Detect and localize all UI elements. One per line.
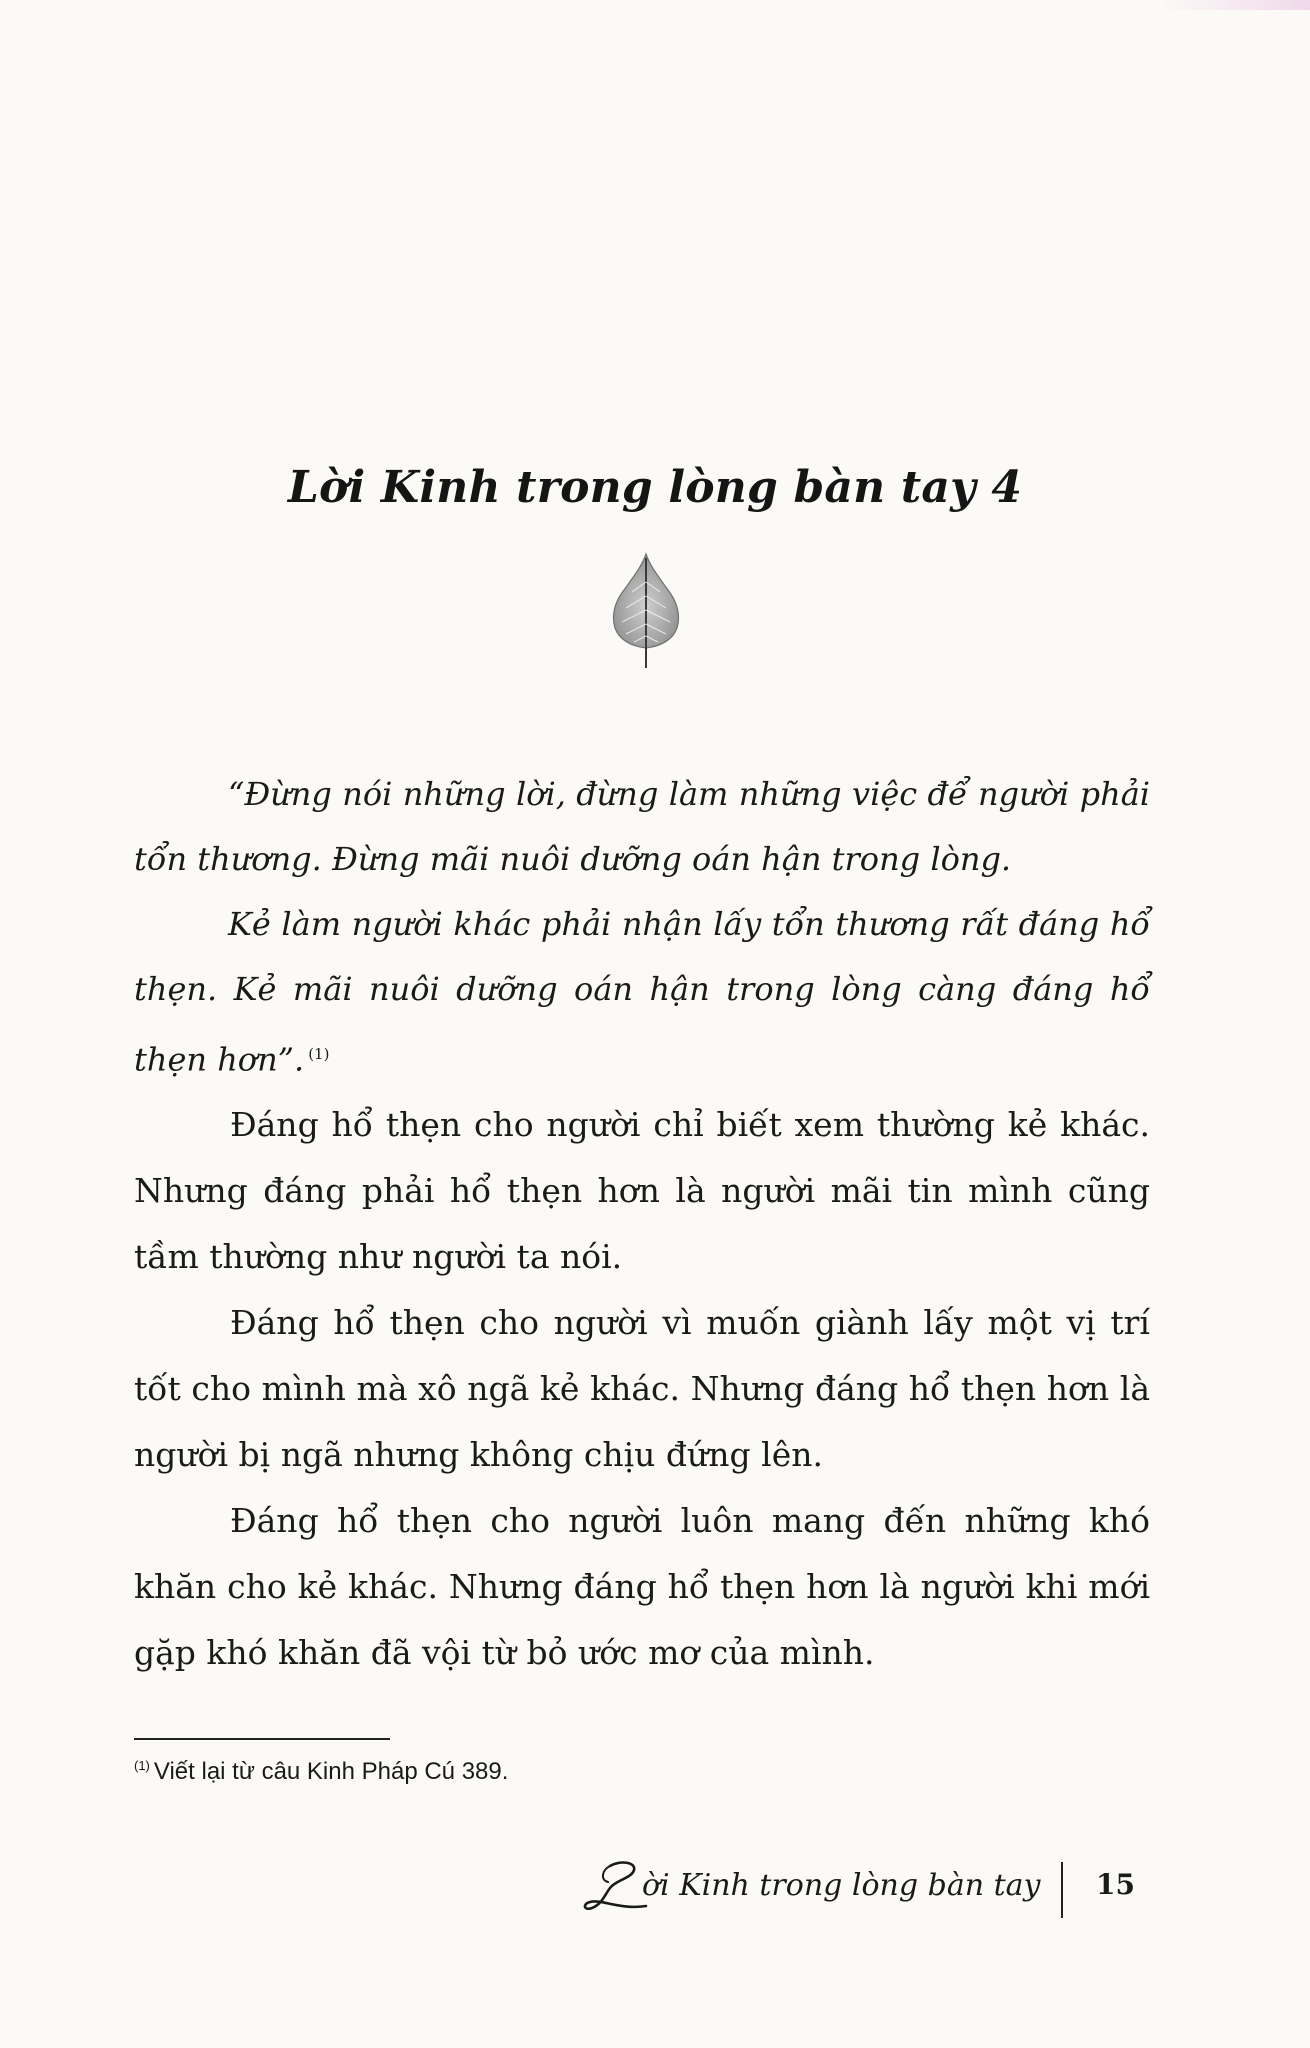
page-number: 15 <box>1096 1868 1135 1901</box>
body-paragraph-1: Đáng hổ thẹn cho người chỉ biết xem thường kẻ khác. Nhưng đáng phải hổ thẹn hơn là người mãi tin mình cũng tầm thường như người ta nói. <box>134 1105 1150 1276</box>
footnote-reference: (1) <box>308 1045 330 1063</box>
quote-paragraph-2 <box>134 892 1150 1093</box>
body-text <box>134 1092 1150 1686</box>
epigraph-quote <box>134 762 1150 1093</box>
running-footer <box>580 1858 1140 1922</box>
chapter-title: Lời Kinh trong lòng bàn tay 4 <box>287 462 1023 513</box>
running-title: ời Kinh trong lòng bàn tay <box>642 1868 1041 1903</box>
quote-paragraph-2-text: Kẻ làm người khác phải nhận lấy tổn thương rất đáng hổ thẹn. Kẻ mãi nuôi dưỡng oán hận trong lòng càng đáng hổ thẹn hơn”. <box>134 905 1150 1079</box>
ornate-letter-l-icon <box>580 1858 650 1918</box>
footnote <box>134 1758 508 1786</box>
footnote-divider <box>134 1738 390 1740</box>
footer-divider <box>1061 1862 1063 1918</box>
footnote-mark: (1) <box>134 1758 150 1773</box>
page-edge-tint <box>1160 0 1310 10</box>
bodhi-leaf-icon <box>606 552 686 670</box>
footnote-text: Viết lại từ câu Kinh Pháp Cú 389. <box>153 1758 509 1785</box>
body-paragraph-2: Đáng hổ thẹn cho người vì muốn giành lấy một vị trí tốt cho mình mà xô ngã kẻ khác. Nhưng đáng hổ thẹn hơn là người bị ngã nhưng không chịu đứng lên. <box>134 1303 1150 1474</box>
body-paragraph-3: Đáng hổ thẹn cho người luôn mang đến những khó khăn cho kẻ khác. Nhưng đáng hổ thẹn hơn là người khi mới gặp khó khăn đã vội từ bỏ ước mơ của mình. <box>134 1501 1150 1672</box>
quote-paragraph-1: “Đừng nói những lời, đừng làm những việc để người phải tổn thương. Đừng mãi nuôi dưỡng oán hận trong lòng. <box>134 775 1150 878</box>
